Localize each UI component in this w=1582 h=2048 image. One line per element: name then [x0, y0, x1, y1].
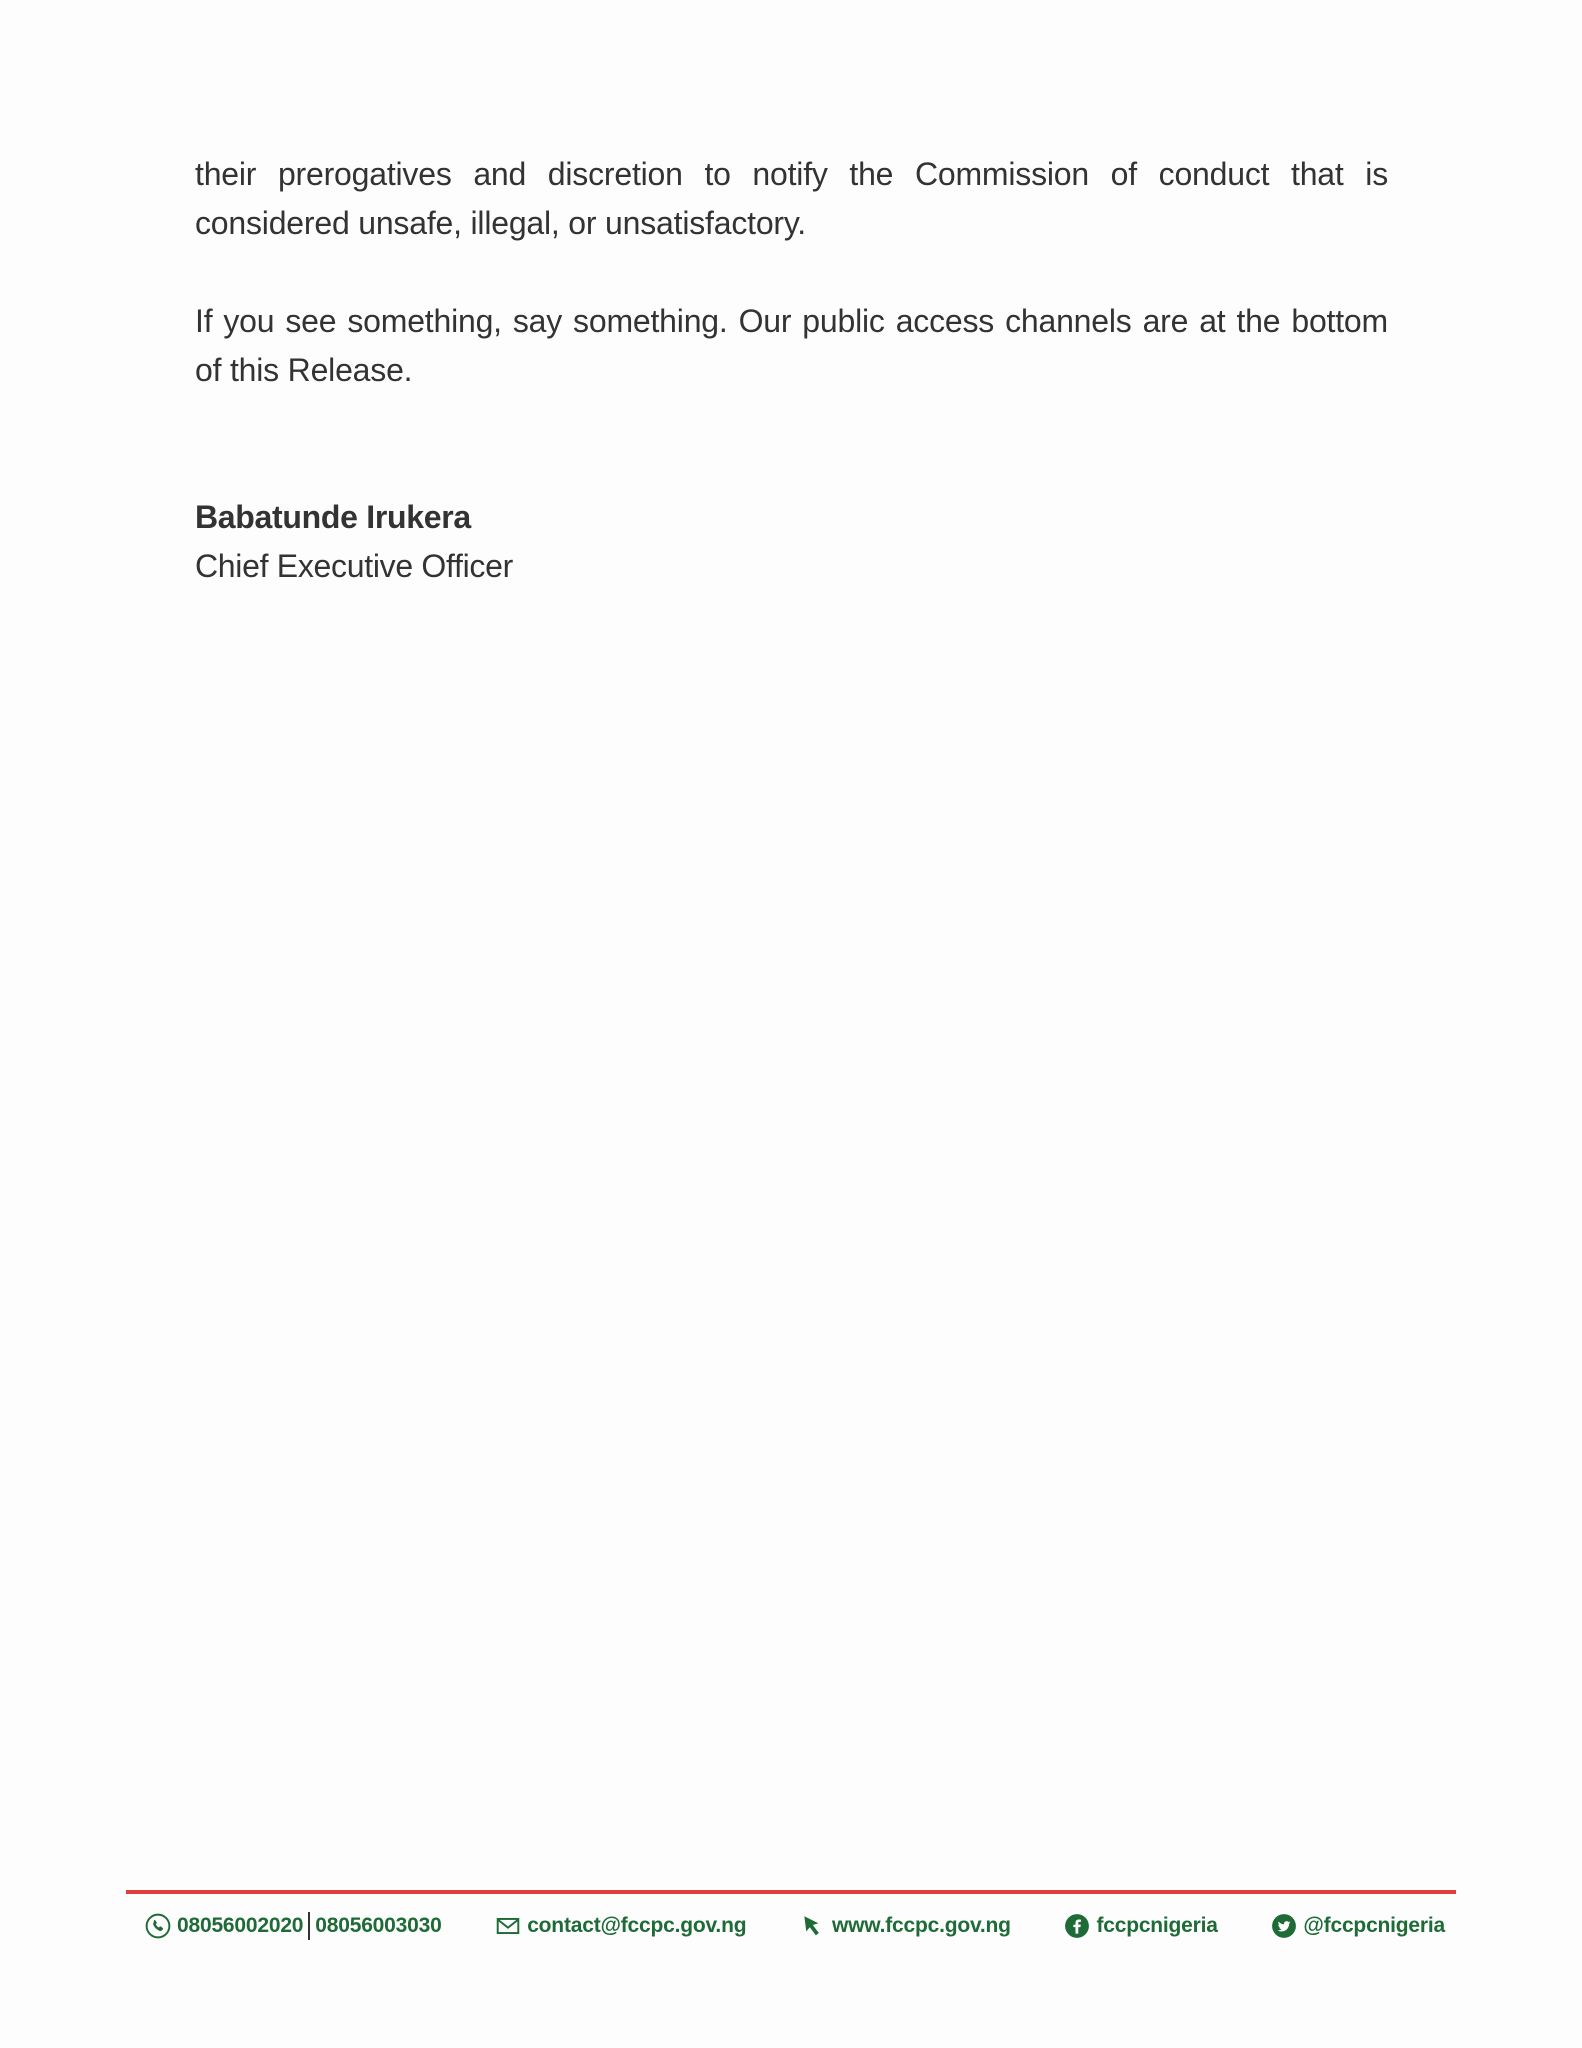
paragraph-see-something: If you see something, say something. Our public access channels are at the bottom of this Release.: [195, 303, 1388, 388]
footer-phones: [145, 1912, 442, 1940]
signatory-name: Babatunde Irukera: [195, 499, 471, 535]
phone-icon: [145, 1913, 171, 1939]
website-link[interactable]: www.fccpc.gov.ng: [831, 1914, 1011, 1937]
facebook-handle[interactable]: fccpcnigeria: [1096, 1914, 1218, 1937]
twitter-handle[interactable]: @fccpcnigeria: [1303, 1914, 1445, 1937]
cursor-icon: [800, 1913, 826, 1939]
twitter-icon: [1271, 1913, 1297, 1939]
phone-number-1[interactable]: 08056002020: [177, 1914, 304, 1937]
press-release-body: [195, 150, 1388, 591]
contact-footer: [145, 1906, 1445, 1946]
footer-website: [800, 1913, 1011, 1939]
phone-separator: [308, 1912, 310, 1940]
signatory-title: Chief Executive Officer: [195, 548, 513, 584]
footer-twitter: [1271, 1913, 1445, 1939]
paragraph-notify-commission: their prerogatives and discretion to notify the Commission of conduct that is considered unsafe, illegal, or unsatisfactory.: [195, 156, 1388, 241]
facebook-icon: [1064, 1913, 1090, 1939]
footer-divider: [126, 1890, 1456, 1894]
footer-facebook: [1064, 1913, 1217, 1939]
phone-number-2[interactable]: 08056003030: [315, 1914, 442, 1937]
email-link[interactable]: contact@fccpc.gov.ng: [527, 1914, 747, 1937]
signature-block: [195, 493, 1388, 591]
mail-icon: [495, 1913, 521, 1939]
footer-email: [495, 1913, 746, 1939]
